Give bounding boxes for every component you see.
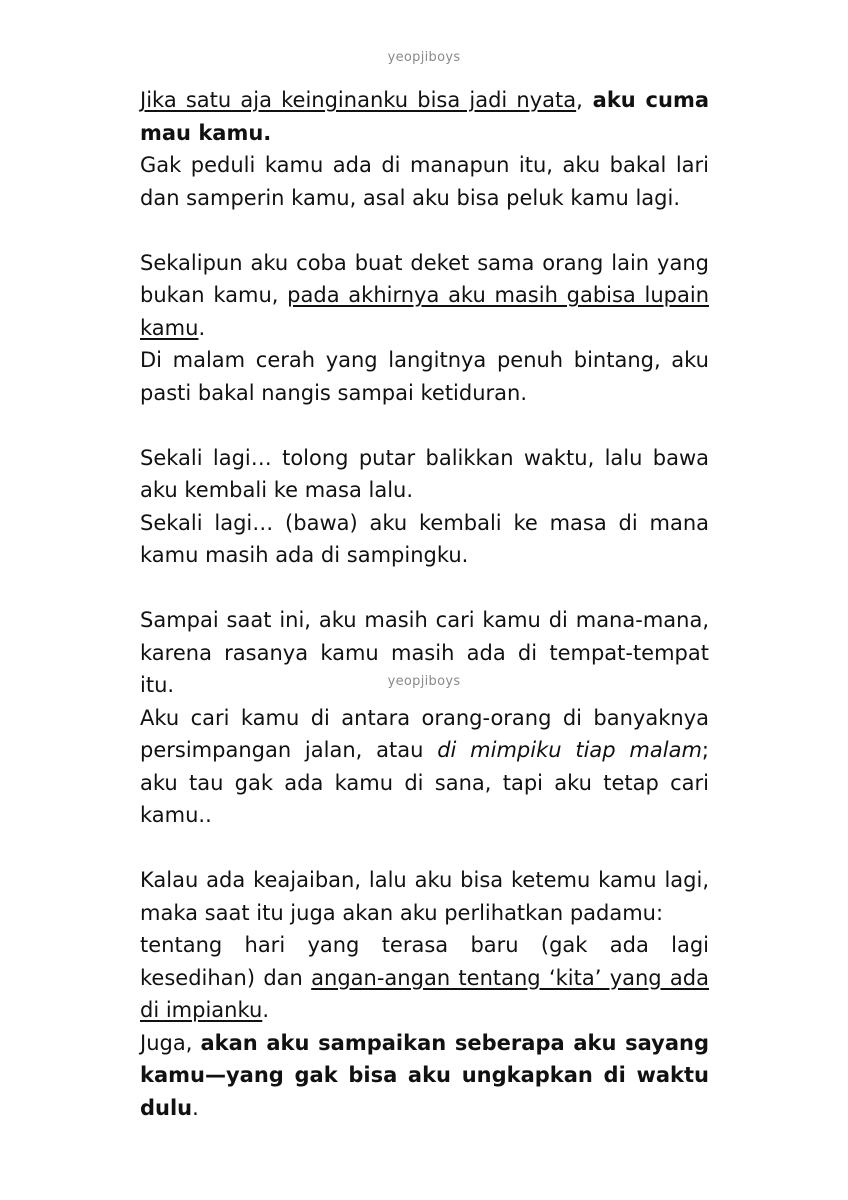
paragraph-5: Sekali lagi… tolong putar balikkan waktu, lalu bawa aku kembali ke masa lalu. [140, 445, 709, 502]
plain-text: Aku cari kamu di antara orang-orang di banyaknya persimpangan jalan, atau [140, 705, 709, 762]
plain-text: tentang hari yang terasa baru (gak ada lagi kesedihan) dan [140, 933, 709, 990]
paragraph-11 [140, 1027, 709, 1125]
bold-text: aku cuma mau kamu. [140, 88, 709, 145]
paragraph-9: Kalau ada keajaiban, lalu aku bisa ketemu kamu lagi, maka saat itu juga akan aku perlihatkan padamu: [140, 868, 709, 925]
plain-text: Juga, [140, 1030, 201, 1055]
watermark-top: yeopjiboys [387, 50, 461, 65]
paragraph-2: Gak peduli kamu ada di manapun itu, aku bakal lari dan samperin kamu, asal aku bisa peluk kamu lagi. [140, 153, 709, 210]
poem-body [140, 84, 709, 1124]
paragraph-8 [140, 702, 709, 832]
plain-text: . [262, 998, 269, 1022]
plain-text: , [576, 88, 583, 112]
paragraph-3 [140, 247, 709, 345]
italic-text: di mimpiku tiap malam [437, 738, 702, 762]
plain-text: . [192, 1095, 199, 1120]
plain-text: Sekalipun aku coba buat deket sama orang lain yang bukan kamu, [140, 250, 709, 307]
underlined-text: angan-angan tentang ‘kita’ yang ada di impianku [140, 965, 710, 1022]
paragraph-1 [140, 84, 709, 149]
paragraph-7: Sampai saat ini, aku masih cari kamu di mana-mana, karena rasanya kamu masih ada di tempat-tempat itu. [140, 608, 709, 697]
underlined-text: Jika satu aja keinginanku bisa jadi nyata [140, 88, 577, 112]
plain-text: . [198, 315, 206, 340]
paragraph-4: Di malam cerah yang langitnya penuh bintang, aku pasti bakal nangis sampai ketiduran. [140, 348, 709, 405]
underlined-text: pada akhirnya aku masih gabisa lupain kamu [140, 283, 709, 340]
paragraph-10 [140, 929, 709, 1027]
bold-text: akan aku sampaikan seberapa aku sayang kamu—yang gak bisa aku ungkapkan di waktu dulu [140, 1030, 709, 1120]
plain-text: ; aku tau gak ada kamu di sana, tapi aku tetap cari kamu.. [140, 738, 709, 827]
watermark-middle: yeopjiboys [387, 674, 461, 689]
paragraph-6: Sekali lagi… (bawa) aku kembali ke masa di mana kamu masih ada di sampingku. [140, 510, 709, 567]
